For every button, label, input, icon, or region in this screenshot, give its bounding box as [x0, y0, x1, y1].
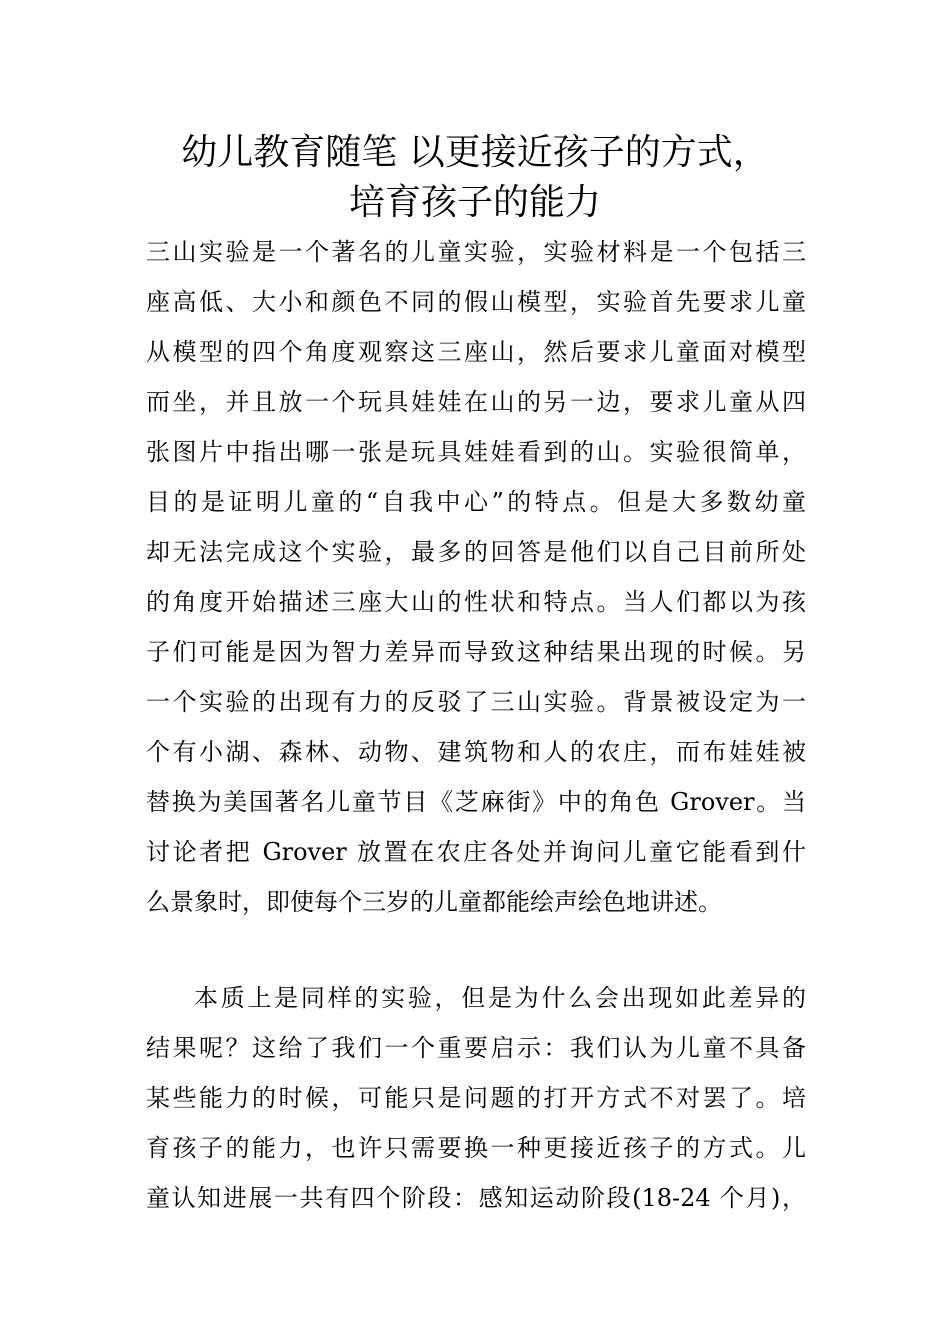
text-line: 的角度开始描述三座大山的性状和特点。当人们都以为孩	[146, 588, 806, 616]
text-line: 从模型的四个角度观察这三座山，然后要求儿童面对模型	[146, 338, 806, 366]
text-line: 却无法完成这个实验，最多的回答是他们以自己目前所处	[146, 538, 806, 566]
text-line: 育孩子的能力，也许只需要换一种更接近孩子的方式。儿	[146, 1134, 806, 1162]
text-line: 童认知进展一共有四个阶段：感知运动阶段(18-24 个月)，	[146, 1184, 806, 1212]
paragraph-1	[146, 227, 806, 927]
text-line: 讨论者把 Grover 放置在农庄各处并询问儿童它能看到什	[146, 838, 806, 866]
title-line: 培育孩子的能力	[348, 182, 601, 223]
text-line: 个有小湖、森林、动物、建筑物和人的农庄，而布娃娃被	[146, 738, 806, 766]
text-line: 三山实验是一个著名的儿童实验，实验材料是一个包括三	[146, 238, 806, 266]
text-line: 而坐，并且放一个玩具娃娃在山的另一边，要求儿童从四	[146, 388, 806, 416]
text-line: 某些能力的时候，可能只是问题的打开方式不对罢了。培	[146, 1084, 806, 1112]
text-line: 本质上是同样的实验，但是为什么会出现如此差异的	[194, 984, 806, 1012]
text-line: 替换为美国著名儿童节目《芝麻街》中的角色 Grover。当	[146, 788, 806, 816]
document-title	[100, 128, 850, 228]
text-line: 么景象时，即使每个三岁的儿童都能绘声绘色地讲述。	[146, 888, 722, 916]
text-line: 张图片中指出哪一张是玩具娃娃看到的山。实验很简单，	[146, 438, 806, 466]
paragraph-2	[146, 973, 806, 1223]
text-line: 子们可能是因为智力差异而导致这种结果出现的时候。另	[146, 638, 806, 666]
title-line: 幼儿教育随笔 以更接近孩子的方式，	[181, 132, 769, 173]
text-line: 座高低、大小和颜色不同的假山模型，实验首先要求儿童	[146, 288, 806, 316]
text-line: 结果呢？这给了我们一个重要启示：我们认为儿童不具备	[146, 1034, 806, 1062]
text-line: 一个实验的出现有力的反驳了三山实验。背景被设定为一	[146, 688, 806, 716]
text-line: 目的是证明儿童的“自我中心”的特点。但是大多数幼童	[146, 488, 806, 516]
